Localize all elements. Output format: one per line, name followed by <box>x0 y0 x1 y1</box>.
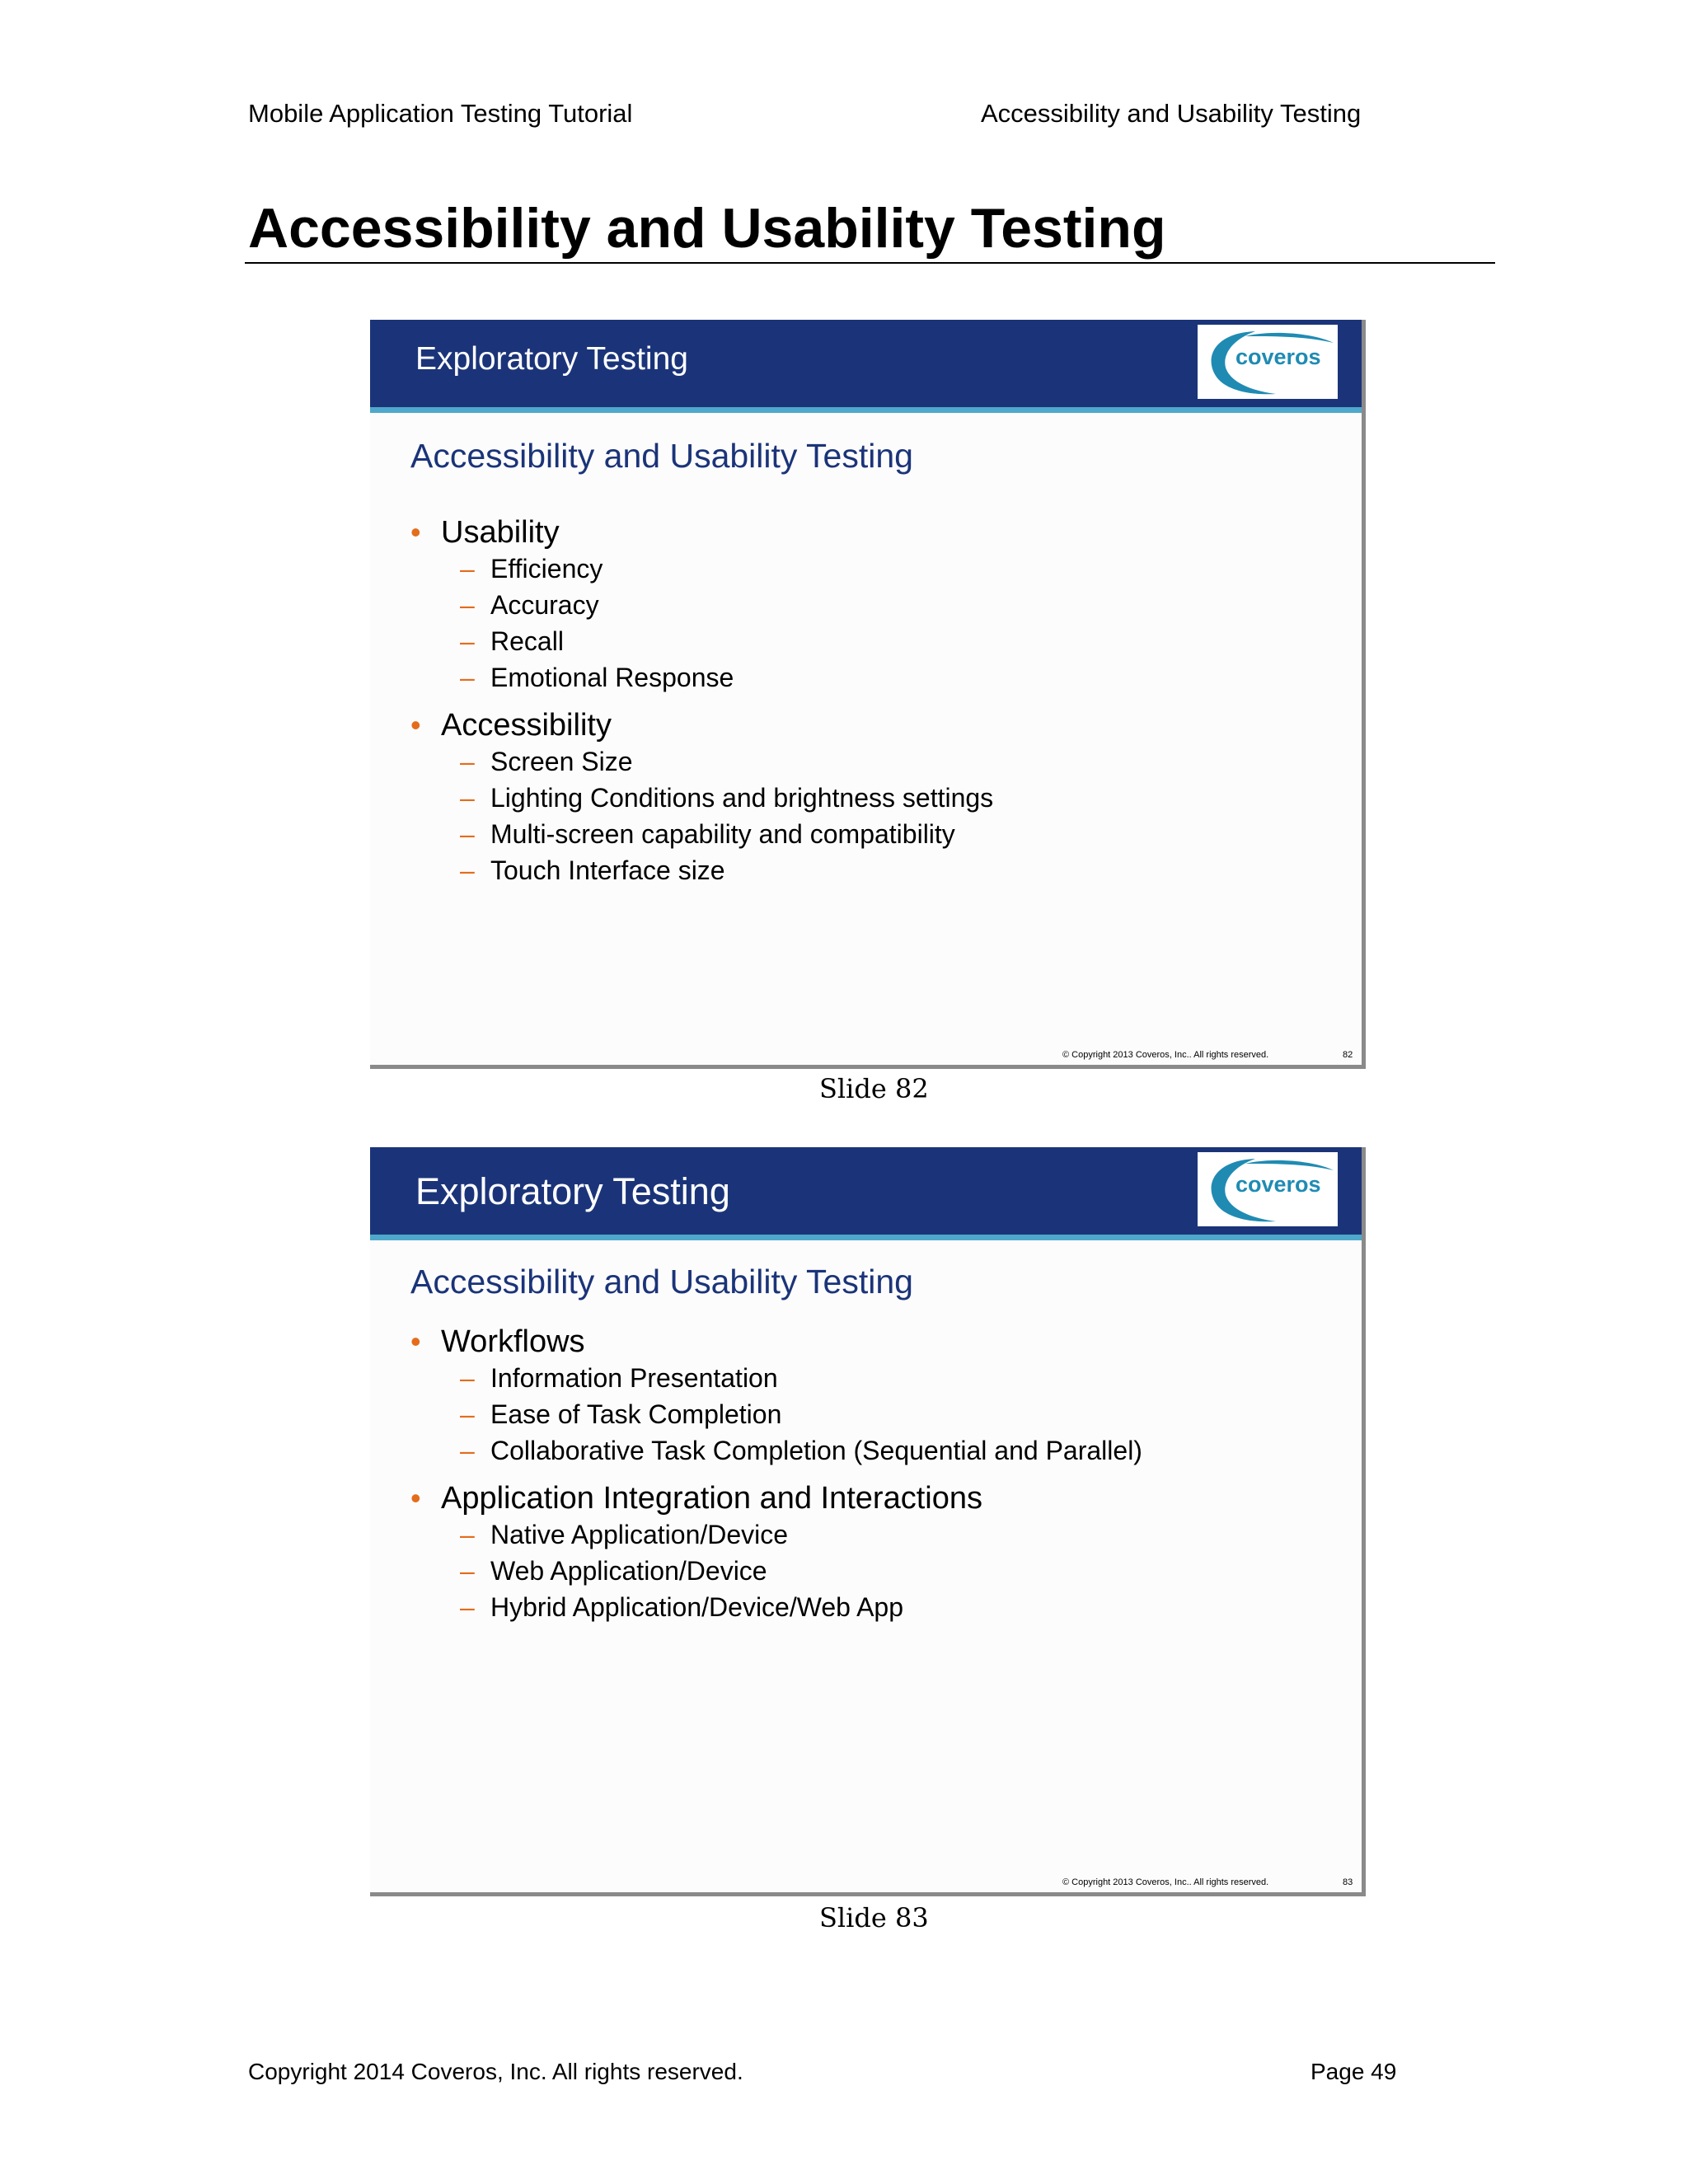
slide-caption: Slide 83 <box>819 1902 929 1933</box>
bullet-dot-icon: • <box>410 1481 421 1515</box>
sub-item-text: Multi-screen capability and compatibility <box>490 819 955 849</box>
dash-icon: – <box>460 1399 475 1429</box>
slide-number: 82 <box>1343 1050 1353 1060</box>
dash-icon: – <box>460 554 475 583</box>
logo-text: coveros <box>1236 344 1321 369</box>
slide-caption: Slide 82 <box>819 1073 929 1104</box>
dash-icon: – <box>460 783 475 813</box>
title-rule <box>245 262 1495 264</box>
bullet-dot-icon: • <box>410 1324 421 1358</box>
bullet-item <box>410 1324 1142 1469</box>
dash-icon: – <box>460 819 475 849</box>
page-title: Accessibility and Usability Testing <box>248 197 1166 260</box>
bullet-item <box>410 514 993 696</box>
dash-icon: – <box>460 626 475 656</box>
sub-item <box>410 1516 1142 1553</box>
dash-icon: – <box>460 1592 475 1622</box>
slide-subtitle: Accessibility and Usability Testing <box>410 437 913 475</box>
slide-82 <box>370 320 1366 1069</box>
sub-item-text: Collaborative Task Completion (Sequential and Parallel) <box>490 1436 1142 1465</box>
sub-item-text: Emotional Response <box>490 663 734 692</box>
sub-item <box>410 780 993 816</box>
sub-item-text: Touch Interface size <box>490 855 725 885</box>
bullet-dot-icon: • <box>410 515 421 549</box>
sub-item-text: Recall <box>490 626 564 656</box>
dash-icon: – <box>460 590 475 620</box>
sub-item-text: Lighting Conditions and brightness settings <box>490 783 994 813</box>
dash-icon: – <box>460 855 475 885</box>
dash-icon: – <box>460 663 475 692</box>
dash-icon: – <box>460 1556 475 1586</box>
slide-header <box>370 1147 1362 1235</box>
slide-83 <box>370 1147 1366 1896</box>
sub-item <box>410 659 993 696</box>
slide-header-title: Exploratory Testing <box>415 1170 730 1212</box>
slide-subtitle: Accessibility and Usability Testing <box>410 1263 913 1301</box>
sub-item <box>410 551 993 587</box>
bullet-text: Workflows <box>441 1324 585 1359</box>
bullet-list <box>410 1324 1142 1625</box>
page-footer-right: Page 49 <box>1311 2059 1397 2084</box>
sub-list <box>441 1516 1142 1625</box>
sub-item-text: Information Presentation <box>490 1363 778 1393</box>
sub-item <box>410 743 993 780</box>
sub-item-text: Screen Size <box>490 747 633 776</box>
sub-item-text: Ease of Task Completion <box>490 1399 782 1429</box>
sub-item <box>410 587 993 623</box>
sub-list <box>441 743 993 888</box>
page-footer-left: Copyright 2014 Coveros, Inc. All rights reserved. <box>248 2059 743 2084</box>
coveros-logo <box>1198 325 1338 399</box>
sub-item <box>410 852 993 888</box>
bullet-text: Usability <box>441 515 560 550</box>
dash-icon: – <box>460 1436 475 1465</box>
slide-number: 83 <box>1343 1877 1353 1887</box>
coveros-logo <box>1198 1152 1338 1226</box>
sub-item <box>410 1589 1142 1625</box>
page-header-left: Mobile Application Testing Tutorial <box>248 99 633 128</box>
slide-header <box>370 320 1362 407</box>
sub-item <box>410 1432 1142 1469</box>
sub-item-text: Web Application/Device <box>490 1556 767 1586</box>
sub-item-text: Hybrid Application/Device/Web App <box>490 1592 904 1622</box>
dash-icon: – <box>460 747 475 776</box>
coveros-logo-icon <box>1198 325 1338 399</box>
sub-item <box>410 1553 1142 1589</box>
bullet-text: Application Integration and Interactions <box>441 1481 982 1516</box>
sub-list <box>441 1360 1142 1469</box>
coveros-logo-icon <box>1198 1152 1338 1226</box>
header-stripe <box>370 407 1362 413</box>
sub-item <box>410 816 993 852</box>
bullet-text: Accessibility <box>441 708 612 743</box>
slide-header-title: Exploratory Testing <box>415 341 688 377</box>
sub-item <box>410 1360 1142 1396</box>
sub-item-text: Efficiency <box>490 554 603 583</box>
sub-item-text: Accuracy <box>490 590 599 620</box>
dash-icon: – <box>460 1520 475 1549</box>
bullet-item <box>410 1480 1142 1625</box>
sub-item <box>410 623 993 659</box>
header-stripe <box>370 1235 1362 1240</box>
sub-item-text: Native Application/Device <box>490 1520 789 1549</box>
logo-text: coveros <box>1236 1172 1321 1197</box>
bullet-list <box>410 514 993 888</box>
slide-copyright: © Copyright 2013 Coveros, Inc.. All rights reserved. <box>1062 1050 1269 1060</box>
sub-list <box>441 551 993 696</box>
dash-icon: – <box>460 1363 475 1393</box>
bullet-dot-icon: • <box>410 708 421 742</box>
page-header-right: Accessibility and Usability Testing <box>981 99 1362 128</box>
slide-copyright: © Copyright 2013 Coveros, Inc.. All rights reserved. <box>1062 1877 1269 1887</box>
bullet-item <box>410 707 993 888</box>
sub-item <box>410 1396 1142 1432</box>
